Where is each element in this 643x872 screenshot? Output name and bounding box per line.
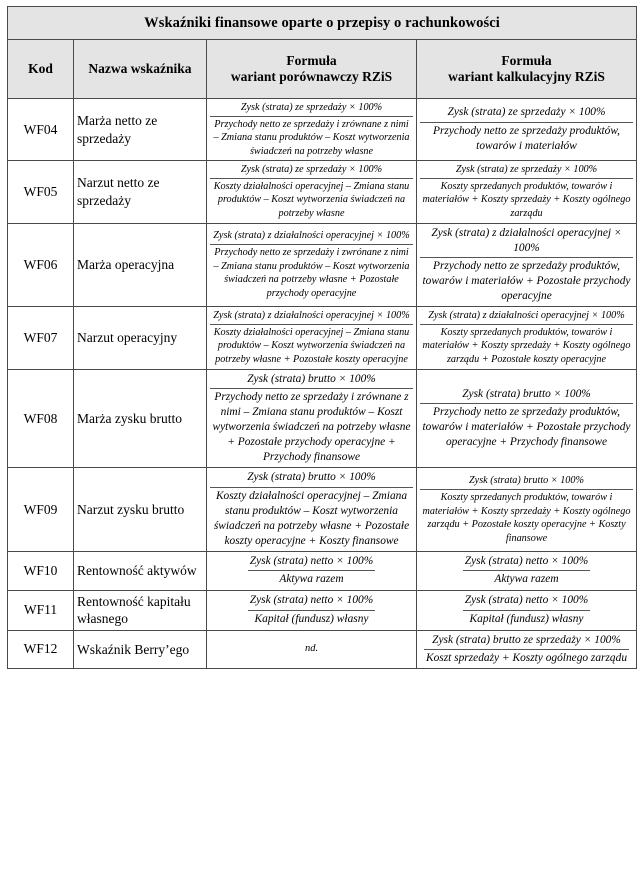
column-header-calculation-line1: Formuła xyxy=(501,52,552,68)
formula-comparative xyxy=(207,99,417,161)
fraction-numerator: Zysk (strata) ze sprzedaży × 100% xyxy=(420,105,633,122)
indicator-name: Marża zysku brutto xyxy=(74,369,207,468)
table-body xyxy=(8,7,637,669)
fraction xyxy=(420,474,633,545)
column-header-calculation-line2: wariant kalkulacyjny RZiS xyxy=(448,69,605,84)
fraction-numerator: Zysk (strata) ze sprzedaży × 100% xyxy=(210,101,413,117)
table-row xyxy=(8,161,637,223)
table-row xyxy=(8,223,637,307)
formula-calculation xyxy=(417,161,637,223)
financial-indicators-table xyxy=(7,6,637,669)
indicator-code: WF09 xyxy=(8,468,74,552)
fraction-denominator: Kapitał (fundusz) własny xyxy=(469,612,584,625)
fraction xyxy=(248,593,375,626)
fraction-denominator: Koszty sprzedanych produktów, towarów i materiałów + Koszty sprzedaży + Koszty ogólnego zarządu + Pozostałe koszty operacyjne xyxy=(422,326,631,365)
fraction xyxy=(210,163,413,220)
table-row xyxy=(8,369,637,468)
table-row xyxy=(8,468,637,552)
column-header-calculation xyxy=(417,40,637,99)
column-header-comparative-line1: Formuła xyxy=(286,52,337,68)
formula-comparative xyxy=(207,369,417,468)
table-header-row xyxy=(8,40,637,99)
indicator-code: WF07 xyxy=(8,307,74,369)
indicator-code: WF04 xyxy=(8,99,74,161)
fraction-numerator: Zysk (strata) brutto ze sprzedaży × 100% xyxy=(424,633,629,650)
indicator-name: Marża netto ze sprzedaży xyxy=(74,99,207,161)
formula-calculation xyxy=(417,223,637,307)
formula-comparative xyxy=(207,552,417,590)
indicator-name: Rentowność aktywów xyxy=(74,552,207,590)
fraction xyxy=(463,554,590,587)
indicator-name: Wskaźnik Berry’ego xyxy=(74,630,207,668)
indicator-code: WF06 xyxy=(8,223,74,307)
fraction xyxy=(420,387,633,451)
table-row xyxy=(8,552,637,590)
formula-comparative xyxy=(207,590,417,630)
fraction-denominator: Przychody netto ze sprzedaży produktów, towarów i materiałów + Pozostałe przychody operacyjne + Przychody finansowe xyxy=(422,405,631,449)
formula-comparative xyxy=(207,468,417,552)
fraction-denominator: Koszt sprzedaży + Koszty ogólnego zarządu xyxy=(425,651,628,664)
indicator-code: WF05 xyxy=(8,161,74,223)
fraction-denominator: Przychody netto ze sprzedaży produktów, towarów i materiałów xyxy=(433,124,620,152)
indicator-code: WF10 xyxy=(8,552,74,590)
fraction-denominator: Aktywa razem xyxy=(279,573,344,586)
fraction xyxy=(210,101,413,158)
formula-calculation xyxy=(417,590,637,630)
fraction-denominator: Koszty sprzedanych produktów, towarów i materiałów + Koszty sprzedaży + Koszty ogólnego zarządu xyxy=(422,180,631,219)
indicator-code: WF08 xyxy=(8,369,74,468)
formula-calculation xyxy=(417,552,637,590)
table-row xyxy=(8,630,637,668)
indicator-name: Rentowność kapitału własnego xyxy=(74,590,207,630)
column-header-comparative xyxy=(207,40,417,99)
indicator-name: Marża operacyjna xyxy=(74,223,207,307)
fraction-numerator: Zysk (strata) ze sprzedaży × 100% xyxy=(420,163,633,179)
table-row xyxy=(8,99,637,161)
fraction xyxy=(463,593,590,626)
formula-calculation xyxy=(417,468,637,552)
indicator-name: Narzut zysku brutto xyxy=(74,468,207,552)
fraction-numerator: Zysk (strata) brutto × 100% xyxy=(210,372,413,389)
fraction xyxy=(248,554,375,587)
fraction-numerator: Zysk (strata) netto × 100% xyxy=(248,593,375,610)
formula-calculation xyxy=(417,630,637,668)
table-title-row xyxy=(8,7,637,40)
formula-comparative xyxy=(207,223,417,307)
indicator-code: WF12 xyxy=(8,630,74,668)
fraction-denominator: Koszty działalności operacyjnej – Zmiana stanu produktów – Koszt wytworzenia świadczeń na potrzeby własne + Pozostałe koszty operacyjne xyxy=(213,326,410,365)
indicator-code: WF11 xyxy=(8,590,74,630)
fraction xyxy=(424,633,629,666)
fraction-numerator: Zysk (strata) z działalności operacyjnej × 100% xyxy=(420,309,633,325)
fraction-denominator: Aktywa razem xyxy=(494,573,559,586)
fraction xyxy=(210,470,413,549)
fraction-denominator: Kapitał (fundusz) własny xyxy=(254,612,369,625)
fraction-denominator: Przychody netto ze sprzedaży i zrównane z nimi – Zmiana stanu produktów – Koszt wytworzenia świadczeń na potrzeby własne + Pozostałe przychody operacyjne + Przychody finansowe xyxy=(212,390,411,464)
fraction-numerator: Zysk (strata) brutto × 100% xyxy=(210,470,413,487)
fraction-denominator: Koszty działalności operacyjnej – Zmiana stanu produktów – Koszt wytworzenia świadczeń na potrzeby własne xyxy=(213,180,410,219)
fraction-numerator: Zysk (strata) brutto × 100% xyxy=(420,474,633,490)
fraction-denominator: Przychody netto ze sprzedaży i zrównane z nimi – Zmiana stanu produktów – Koszt wytworzenia świadczeń na potrzeby własne xyxy=(213,118,410,157)
indicator-name: Narzut netto ze sprzedaży xyxy=(74,161,207,223)
fraction-numerator: Zysk (strata) netto × 100% xyxy=(463,593,590,610)
fraction-numerator: Zysk (strata) z działalności operacyjnej × 100% xyxy=(210,229,413,245)
formula-comparative xyxy=(207,307,417,369)
fraction-numerator: Zysk (strata) z działalności operacyjnej × 100% xyxy=(420,226,633,258)
fraction-numerator: Zysk (strata) ze sprzedaży × 100% xyxy=(210,163,413,179)
formula-comparative-not-applicable: nd. xyxy=(207,630,417,668)
fraction-denominator: Przychody netto ze sprzedaży produktów, towarów i materiałów + Pozostałe przychody operacyjne xyxy=(422,259,631,303)
fraction-denominator: Przychody netto ze sprzedaży i zwrónane z nimi – Zmiana stanu produktów – Koszt wytworzenia świadczeń na potrzeby własne + Pozostałe przychody operacyjne xyxy=(213,247,410,299)
fraction-denominator: Koszty działalności operacyjnej – Zmiana stanu produktów – Koszt wytworzenia świadczeń na potrzeby własne + Pozostałe koszty operacyjne + Koszty finansowe xyxy=(213,489,410,548)
table-title: Wskaźniki finansowe oparte o przepisy o rachunkowości xyxy=(8,7,637,40)
fraction-numerator: Zysk (strata) netto × 100% xyxy=(248,554,375,571)
formula-comparative xyxy=(207,161,417,223)
fraction xyxy=(210,372,413,466)
fraction xyxy=(210,309,413,366)
column-header-name: Nazwa wskaźnika xyxy=(74,40,207,99)
fraction-numerator: Zysk (strata) z działalności operacyjnej × 100% xyxy=(210,309,413,325)
fraction xyxy=(420,226,633,305)
column-header-code: Kod xyxy=(8,40,74,99)
fraction-numerator: Zysk (strata) brutto × 100% xyxy=(420,387,633,404)
indicator-name: Narzut operacyjny xyxy=(74,307,207,369)
formula-calculation xyxy=(417,369,637,468)
fraction xyxy=(210,229,413,300)
table-row xyxy=(8,590,637,630)
formula-calculation xyxy=(417,99,637,161)
fraction xyxy=(420,163,633,220)
formula-calculation xyxy=(417,307,637,369)
table-row xyxy=(8,307,637,369)
fraction xyxy=(420,105,633,153)
fraction-numerator: Zysk (strata) netto × 100% xyxy=(463,554,590,571)
column-header-comparative-line2: wariant porównawczy RZiS xyxy=(230,69,393,84)
fraction xyxy=(420,309,633,366)
fraction-denominator: Koszty sprzedanych produktów, towarów i materiałów + Koszty sprzedaży + Koszty ogólnego zarządu + Pozostałe koszty operacyjne + Koszty finansowe xyxy=(422,492,631,544)
